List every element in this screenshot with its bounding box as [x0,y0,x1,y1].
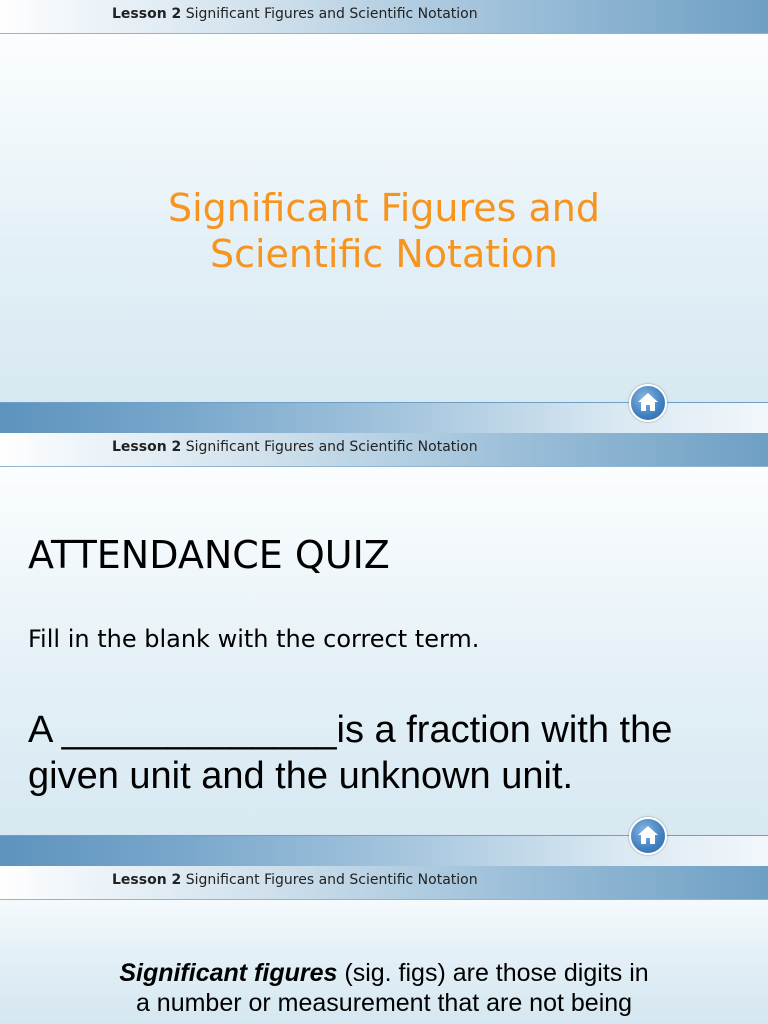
slide-title [0,185,768,277]
home-button[interactable] [629,384,667,422]
slide-header-text [112,6,478,22]
slide-header-band [0,0,768,34]
quiz-question [28,707,728,799]
slide-1 [0,0,768,433]
slide-title-line-1: Significant Figures and [167,186,600,230]
lesson-title: Significant Figures and Scientific Notation [185,6,478,22]
slide-3 [0,866,768,1024]
definition-line-2: a number or measurement that are not being [135,989,633,1017]
slide-header-text [112,439,478,455]
quiz-question-line-1: A _____________is a fraction with the [28,709,673,751]
slide-2 [0,433,768,866]
definition-text [0,958,768,1018]
lesson-title: Significant Figures and Scientific Notation [185,439,478,455]
lesson-label: Lesson 2 [112,872,182,888]
lesson-label: Lesson 2 [112,6,182,22]
quiz-question-line-2: given unit and the unknown unit. [28,755,574,797]
home-icon [637,825,659,845]
slide-header-band [0,866,768,900]
definition-line-1 [0,958,768,988]
lesson-label: Lesson 2 [112,439,182,455]
definition-line-1-rest: (sig. figs) are those digits in [337,959,649,987]
slide-title-line-2: Scientific Notation [209,232,559,276]
home-icon [637,392,659,412]
home-button[interactable] [629,817,667,855]
quiz-instruction: Fill in the blank with the correct term. [28,625,480,653]
slide-header-band [0,433,768,467]
quiz-heading: ATTENDANCE QUIZ [28,533,390,577]
slide-header-text [112,872,478,888]
definition-term: Significant figures [119,959,338,987]
lesson-title: Significant Figures and Scientific Notation [185,872,478,888]
